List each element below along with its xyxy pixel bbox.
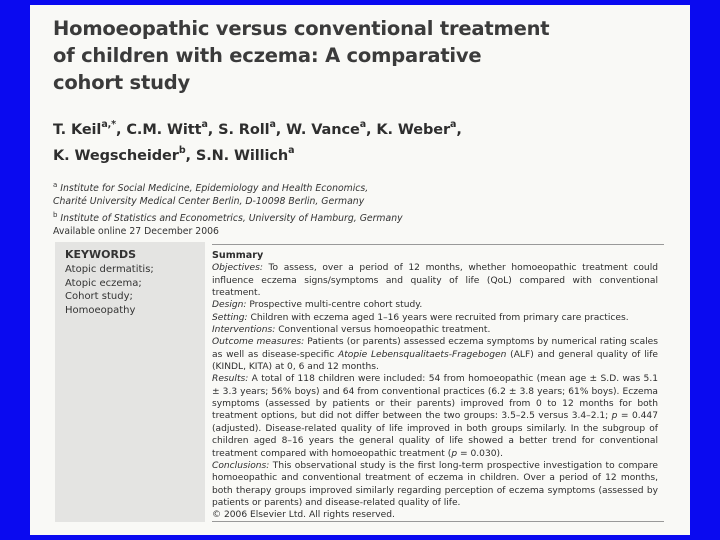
results-paragraph: Results: A total of 118 children were included: 54 from homoeopathic (mean age ± S.D. was 5.1 ± 3.3 years; 56% boys) and 64 from conventional practices (6.2 ± 3.8 years; 61% boys). Eczema symptoms (assessed by patients or their parents) improved from 0 to 12 months for both treatment options, but did not differ between the two groups: 3.5–2.5 versus 3.4–2.1; p = 0.447 (adjusted). Disease-related quality of life improved in both groups similarly. In the subgroup of children aged 8–16 years the general quality of life showed a better trend for conventional treatment compared with homoeopathic treatment (p = 0.030). xyxy=(212,374,658,459)
keyword-item: Atopic eczema; xyxy=(65,277,142,289)
summary-bottom-rule xyxy=(212,521,664,522)
keywords-list xyxy=(65,263,154,317)
conclusions-paragraph: Conclusions: This observational study is the first long-term prospective investigation to compare homoeopathic and conventional treatment of eczema in children. Over a period of 12 months, both therapy groups improved similarly regarding perception of eczema symptoms (assessed by patients or parents) and disease-related quality of life. xyxy=(212,460,658,508)
outcome-paragraph: Outcome measures: Patients (or parents) assessed eczema symptoms by numerical rating scales as well as disease-specific Atopie Lebensqualitaets-Fragebogen (ALF) and general quality of life (KINDL, KITA) at 0, 6 and 12 months. xyxy=(212,337,658,373)
keywords-box xyxy=(55,242,205,522)
summary-heading: Summary xyxy=(212,250,264,261)
author-affil-mark: a xyxy=(269,119,276,130)
author-name: K. Weber xyxy=(376,121,451,138)
setting-paragraph: Setting: Children with eczema aged 1–16 years were recruited from primary care practices. xyxy=(212,312,629,323)
title-line: of children with eczema: A comparative xyxy=(53,44,482,67)
author-name: K. Wegscheider xyxy=(53,147,179,164)
keywords-heading: KEYWORDS xyxy=(65,248,137,261)
affiliation-a: $^a$ Institute for Social Medicine, Epidemiology and Health Economics, xyxy=(53,181,369,195)
design-paragraph: Design: Prospective multi-centre cohort study. xyxy=(212,300,423,311)
paper-title xyxy=(53,15,613,96)
corresponding-mark: * xyxy=(111,119,117,130)
available-online: Available online 27 December 2006 xyxy=(53,225,219,237)
author-line: T. Keil$^{a,*}$, C.M. Witt$^a$, S. Roll$^a$, W. Vance$^a$, K. Weber$^a$, xyxy=(53,119,462,138)
affiliations xyxy=(53,179,523,238)
author-name: C.M. Witt xyxy=(126,121,202,138)
copyright-line: © 2006 Elsevier Ltd. All rights reserved. xyxy=(212,510,395,521)
author-affil-mark: a xyxy=(288,144,295,156)
author-affil-mark: a xyxy=(201,119,208,130)
interventions-paragraph: Interventions: Conventional versus homoeopathic treatment. xyxy=(212,325,491,336)
title-line: cohort study xyxy=(53,71,191,94)
author-line: K. Wegscheider$^b$, S.N. Willich$^a$ xyxy=(53,144,295,164)
author-affil-mark: a xyxy=(450,119,457,130)
author-name: S.N. Willich xyxy=(195,147,289,164)
author-affil-mark: a, xyxy=(101,119,112,130)
summary-top-rule xyxy=(212,244,664,245)
objectives-paragraph: Objectives: To assess, over a period of 12 months, whether homoeopathic treatment could influence eczema signs/symptoms and quality of life (QoL) compared with conventional treatment. xyxy=(212,263,658,299)
keyword-item: Homoeopathy xyxy=(65,304,136,316)
author-name: T. Keil xyxy=(53,121,102,138)
author-list xyxy=(53,115,613,167)
affiliation-b: $^b$ Institute of Statistics and Econometrics, University of Hamburg, Germany xyxy=(53,210,403,224)
author-affil-mark: a xyxy=(359,119,367,130)
keyword-item: Cohort study; xyxy=(65,291,133,302)
paper-page xyxy=(30,5,690,535)
title-line: Homoeopathic versus conventional treatment xyxy=(53,17,550,40)
author-affil-mark: b xyxy=(178,144,186,156)
author-name: W. Vance xyxy=(286,121,360,138)
keyword-item: Atopic dermatitis; xyxy=(65,264,154,275)
summary-block xyxy=(212,250,658,522)
affiliation-a-line2: Charité University Medical Center Berlin, D-10098 Berlin, Germany xyxy=(53,196,365,208)
author-name: S. Roll xyxy=(218,121,270,138)
